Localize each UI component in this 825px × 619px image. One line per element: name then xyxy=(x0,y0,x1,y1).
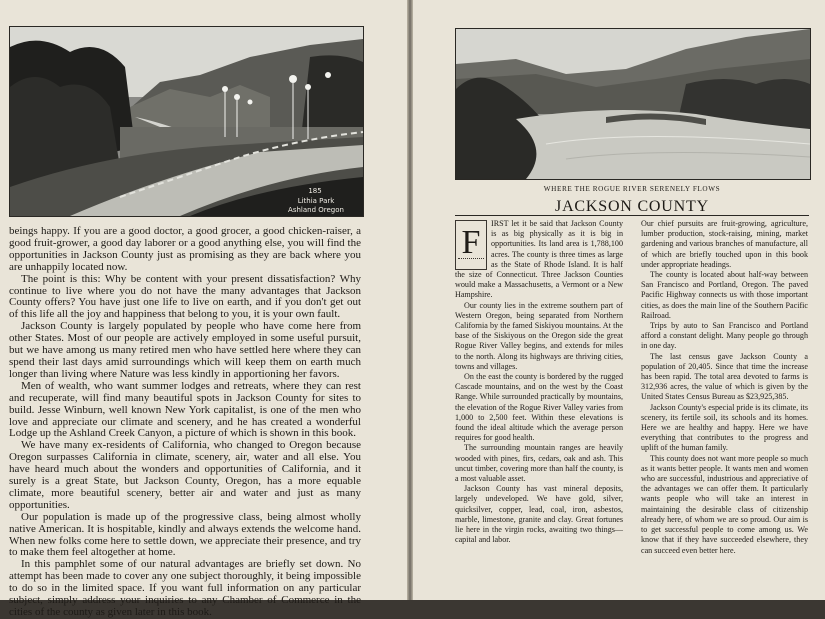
photo-caption-line: Lithia Park xyxy=(297,197,335,205)
paragraph: The last census gave Jackson County a population of 20,405. Since that time the increase has been rapid. The total area devoted to farms is 312,936 acres, the value of which is given by the United States Census Bureau as $23,925,385. xyxy=(641,351,808,402)
paragraph: Jackson County's especial pride is its climate, its scenery, its fertile soil, its schools and its homes. Here we are healthy and happy. Here we have everything that contributes to the progress and uplift of the human family. xyxy=(641,402,808,453)
title-rule xyxy=(455,215,809,216)
paragraph: In this pamphlet some of our natural advantages are briefly set down. No attempt has been made to cover any one subject thoroughly, it being impossible to do so in the limited space. If you want full information on any particular subject, simply address your inquiries to any Chamber of Commerce in the cities of the county as given later in this book. xyxy=(9,558,361,618)
rogue-river-image xyxy=(456,29,810,179)
paragraph: The point is this: Why be content with your present dissatisfaction? Why continue to live where you do not have the many advantages that Jackson County offers? You have just one life to live on earth, and if you don't get out of this life all the joy and happiness that belong to you, it is your own fault. xyxy=(9,272,361,321)
left-page xyxy=(0,0,407,618)
paragraph: Our chief pursuits are fruit-growing, agriculture, lumber production, stock-raising, mining, market gardening and various branches of manufacture, all of which are briefly touched upon in this book under appropriate headings. xyxy=(641,219,808,269)
paragraph: Jackson County is largely populated by people who have come here from other States. Most of our people are actively employed in some useful pursuit, but we have among us many retired men who have settled here where they can spend their last days amid surroundings which will keep them on earth much longer than living where Nature was less kindly in apportioning her favors. xyxy=(9,320,361,380)
right-column-2 xyxy=(641,219,808,556)
paragraph: Our county lies in the extreme southern part of Western Oregon, being separated from Northern California by the famed Siskiyou mountains. At the base of the Siskiyous on the Oregon side the great Rogue River Valley begins, and extends for miles to the north. Along its highways are thriving cities, towns and villages. xyxy=(455,300,623,371)
paragraph: Men of wealth, who want summer lodges and retreats, where they can rest and recuperate, will find many beautiful spots in Jackson County for sites to build. Jesse Winburn, well known New York capitalist, is one of the men who love and appreciate our climate and scenery, and he has created a wonderful Lodge up the Ashland Creek Canyon, a picture of which is shown in this book. xyxy=(9,379,361,440)
paragraph: We have many ex-residents of California, who changed to Oregon because Oregon surpasses California in climate, scenery, air, water and all else. You have heard much about the wonders and opportunities of California, and it surely is a great State, but Jackson County, Oregon, has a more equable climate, more beautiful scenery, better air and water and just as many opportunities. xyxy=(9,439,361,511)
rogue-river-photo xyxy=(455,28,811,180)
paragraph: On the east the county is bordered by the rugged Cascade mountains, and on the west by the Coast Range. While surrounded practically by mountains, the elevation of the Rogue River Valley varies from 1,000 to 2,500 feet. Within these elevations is found the ideal altitude which the average person requires for good health. xyxy=(455,372,623,443)
opening-text: IRST let it be said that Jackson County is as big physically as it is big in opportunities. Its land area is 1,788,100 acres. The county is three times as large as the State of Rhode Island. It is half the size of Connecticut. Three Jackson Counties would make a Massachusetts, a Vermont or a New Hampshire. xyxy=(455,219,623,300)
lithia-park-photo-caption xyxy=(281,197,351,215)
paragraph: Jackson County has vast mineral deposits, largely undeveloped. We have gold, silver, quicksilver, copper, lead, coal, iron, asbestos, marble, limestone, granite and clay. Great fortunes lie here in the virgin rocks, awaiting two things—capital and labor. xyxy=(455,484,623,545)
photo-caption-line: Ashland Oregon xyxy=(288,206,344,214)
paragraph: This county does not want more people so much as it wants better people. It wants men and women who are successful, industrious and appreciative of the advantages we can offer them. It particularly wants people who will take an interest in maintaining the desirable class of citizenship already here, of whom we are so proud. Our aim is to get successful people to come among us. We know that if they have succeeded elsewhere, they can succeed even better here. xyxy=(641,453,808,555)
lithia-park-photo xyxy=(9,26,364,217)
paragraph: The county is located about half-way between San Francisco and Portland, Oregon. The paved Pacific Highway connects us with those important cities, as does the main line of the Southern Pacific Railroad. xyxy=(641,270,808,320)
river-photo-caption: WHERE THE ROGUE RIVER SERENELY FLOWS xyxy=(543,185,721,193)
dropcap-decoration xyxy=(458,258,484,267)
paragraph: beings happy. If you are a good doctor, a good grocer, a good chicken-raiser, a good fruit-grower, a good day laborer or a good anything else, you will find the opportunities in Jackson County just as promising as they are back where you are unhappily located now. xyxy=(9,225,361,273)
dropcap-ornament xyxy=(455,220,487,270)
paragraph: Trips by auto to San Francisco and Portland afford a constant delight. Many people go through in one day. xyxy=(641,321,808,351)
photo-number: 185 xyxy=(308,187,322,195)
paragraph: Our population is made up of the progressive class, being almost wholly native American. It is hospitable, kindly and always extends the welcome hand. When new folks come here to settle down, we appreciate their presence, and try to make them feel altogether at home. xyxy=(9,510,361,559)
right-column-1 xyxy=(455,219,623,546)
page-title: JACKSON COUNTY xyxy=(555,198,709,215)
left-body-text xyxy=(9,226,361,619)
opening-paragraph xyxy=(455,219,623,301)
dropcap-letter: F xyxy=(461,224,481,261)
paragraph: The surrounding mountain ranges are heavily wooded with pines, firs, cedars, oak and ash. This uncut timber, covering more than half the county, is a most valuable asset. xyxy=(455,443,623,484)
